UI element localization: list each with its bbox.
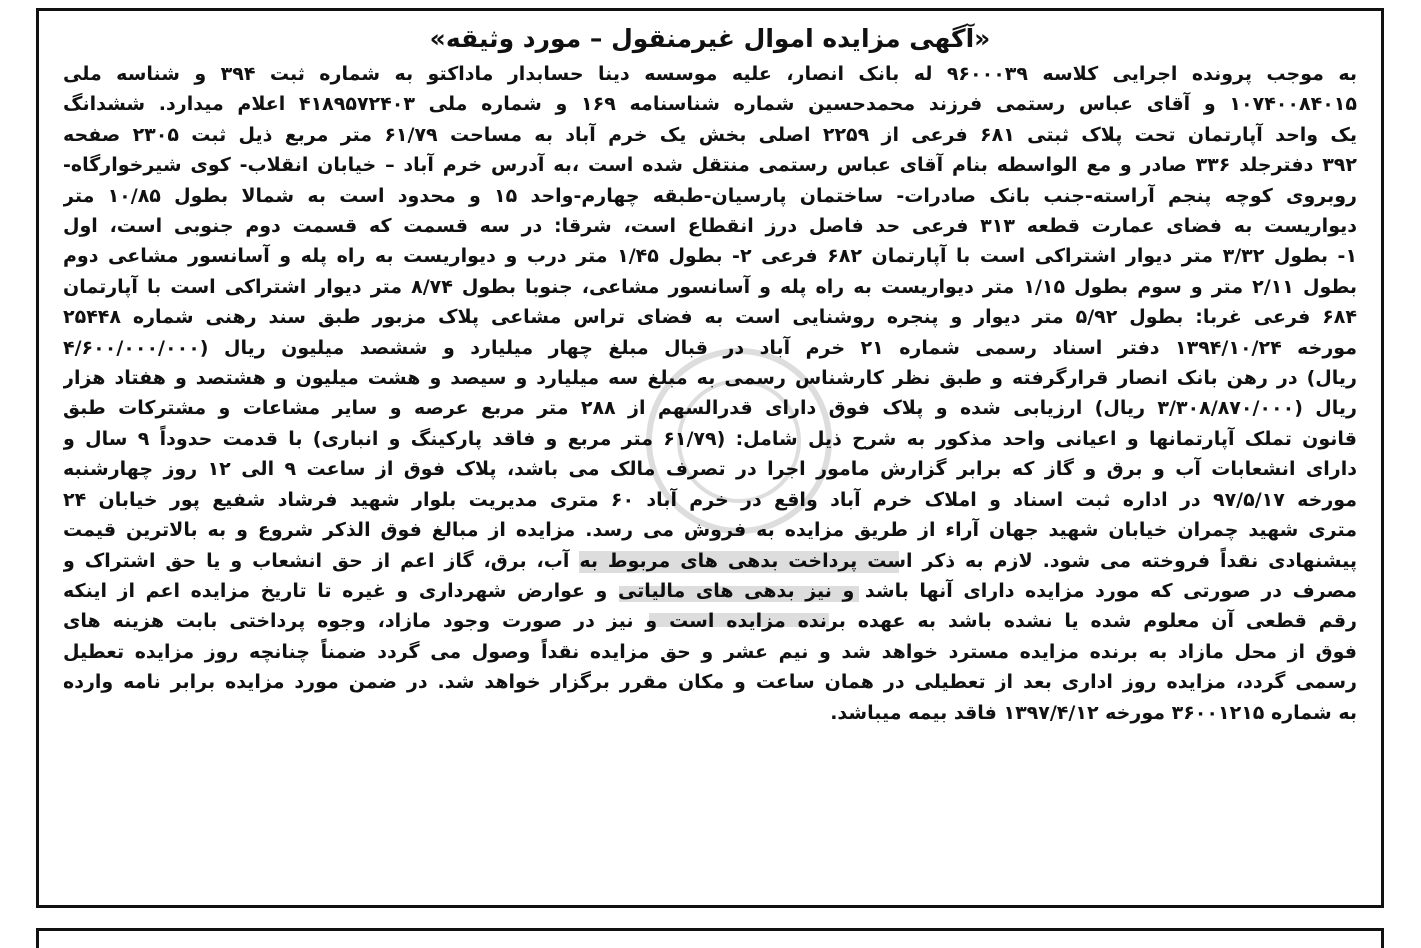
auction-notice — [36, 8, 1384, 908]
notice-line: ریال) در رهن بانک انصار قرارگرفته و طبق نظر کارشناس رسمی به مبلغ سه میلیارد و سیصد و هشت میلیون و هشتصد و هفتاد هزار — [63, 367, 1357, 390]
notice-line: ۳۹۲ دفترجلد ۳۳۶ صادر و مع الواسطه بنام آقای عباس رستمی منتقل شده است ،به آدرس خرم آباد – خیابان انقلاب- کوی شیرخوارگاه- — [63, 154, 1357, 177]
notice-line: مصرف در صورتی که مورد مزایده دارای آنها باشد و نیز بدهی های مالیاتی و عوارض شهرداری و غیره تا تاریخ مزایده اعم از اینکه — [63, 579, 1357, 602]
notice-line: به موجب پرونده اجرایی کلاسه ۹۶۰۰۰۳۹ له بانک انصار، علیه موسسه دینا حسابدار ماداکتو به شماره ثبت ۳۹۴ و شناسه ملی — [63, 63, 1357, 85]
notice-title: «آگهی مزایده اموال غیرمنقول – مورد وثیقه» — [429, 24, 991, 53]
next-notice-border — [36, 928, 1384, 948]
notice-line: روبروی کوچه پنجم آراسته-جنب بانک صادرات- ساختمان پارسیان-طبقه چهارم-واحد ۱۵ و محدود است به شمالا بطول ۱۰/۸۵ متر — [63, 184, 1357, 207]
notice-line: بطول ۲/۱۱ متر و سوم بطول ۱/۱۵ متر دیواریست به راه پله و آسانسور مشاعی، جنوبا بطول ۸/۷۴ متر دیوار اشتراکی است با آپارتمان — [63, 275, 1357, 298]
notice-line: ۶۸۴ فرعی غربا: بطول ۵/۹۲ متر دیوار و پنجره روشنایی است به فضای تراس مشاعی پلاک مزبور طبق سند رهنی شماره ۲۵۴۴۸ — [63, 306, 1357, 329]
notice-line: مورخه ۹۷/۵/۱۷ در اداره ثبت اسناد و املاک خرم آباد واقع در خرم آباد ۶۰ متری مدیریت بلوار شهید فرشاد شفیع پور خیابان ۲۴ — [63, 488, 1357, 511]
notice-body — [63, 59, 1357, 728]
notice-line: قانون تملک آپارتمانها و اعیانی واحد مذکور به شرح ذیل شامل: (۶۱/۷۹ متر مربع و فاقد پارکینگ و انباری) با قدمت حدوداً ۹ سال و — [63, 427, 1357, 450]
notice-line: فوق از محل مازاد به برنده مزایده مسترد خواهد شد و نیم عشر و حق مزایده نقداً وصول می گردد ضمناً چنانچه روز مزایده تعطیل — [63, 640, 1357, 663]
notice-line-last: به شماره ۳۶۰۰۱۲۱۵ مورخه ۱۳۹۷/۴/۱۲ فاقد بیمه میباشد. — [830, 701, 1357, 724]
notice-line: پیشنهادی نقداً فروخته می شود. لازم به ذکر است پرداخت بدهی های مربوط به آب، برق، گاز اعم از حق انشعاب و یا حق اشتراک و — [63, 549, 1357, 572]
notice-line: ریال (۳/۳۰۸/۸۷۰/۰۰۰ ریال) ارزیابی شده و پلاک فوق دارای قدرالسهم از ۲۸۸ متر مربع عرصه و سایر مشاعات و مشترکات طبق — [63, 397, 1357, 420]
notice-line: رقم قطعی آن معلوم شده یا نشده باشد به عهده برنده مزایده است و نیز در صورت وجود مازاد، وجوه پرداختی بابت هزینه های — [63, 610, 1357, 633]
notice-line: متری شهید چمران خیابان شهید جهان آراء از طریق مزایده به فروش می رسد. مزایده از مبالغ فوق الذکر شروع و به بالاترین قیمت — [63, 519, 1357, 542]
notice-line: ۱- بطول ۳/۳۲ متر دیوار اشتراکی است با آپارتمان ۶۸۲ فرعی ۲- بطول ۱/۴۵ متر درب و دیواریست به راه پله و آسانسور مشاعی دوم — [63, 245, 1357, 268]
notice-line: رسمی گردد، مزایده روز اداری بعد از تعطیلی در همان ساعت و مکان مقرر برگزار خواهد شد. در ضمن مورد مزایده برابر نامه وارده — [63, 671, 1357, 694]
notice-line: ۱۰۷۴۰۰۸۴۰۱۵ و آقای عباس رستمی فرزند محمدحسین شماره شناسنامه ۱۶۹ و شماره ملی ۴۱۸۹۵۷۲۴۰۳ اعلام میدارد. ششدانگ — [63, 93, 1357, 116]
notice-line: مورخه ۱۳۹۴/۱۰/۲۴ دفتر اسناد رسمی شماره ۲۱ خرم آباد در قبال مبلغ چهار میلیارد و ششصد میلیون ریال (۴/۶۰۰/۰۰۰/۰۰۰ — [63, 336, 1357, 359]
notice-line: یک واحد آپارتمان تحت پلاک ثبتی ۶۸۱ فرعی از ۲۲۵۹ اصلی بخش یک خرم آباد به مساحت ۶۱/۷۹ متر مربع ذیل ثبت ۲۳۰۵ صفحه — [63, 123, 1357, 146]
notice-line: دارای انشعابات آب و برق و گاز که برابر گزارش مامور اجرا در تصرف مالک می باشد، پلاک فوق از ساعت ۹ الی ۱۲ روز چهارشنبه — [63, 458, 1357, 481]
notice-line: دیواریست به فضای عمارت قطعه ۳۱۳ فرعی حد فاصل درز انقطاع است، شرقا: در سه قسمت که قسمت دوم جنوبی است، اول — [63, 215, 1357, 238]
